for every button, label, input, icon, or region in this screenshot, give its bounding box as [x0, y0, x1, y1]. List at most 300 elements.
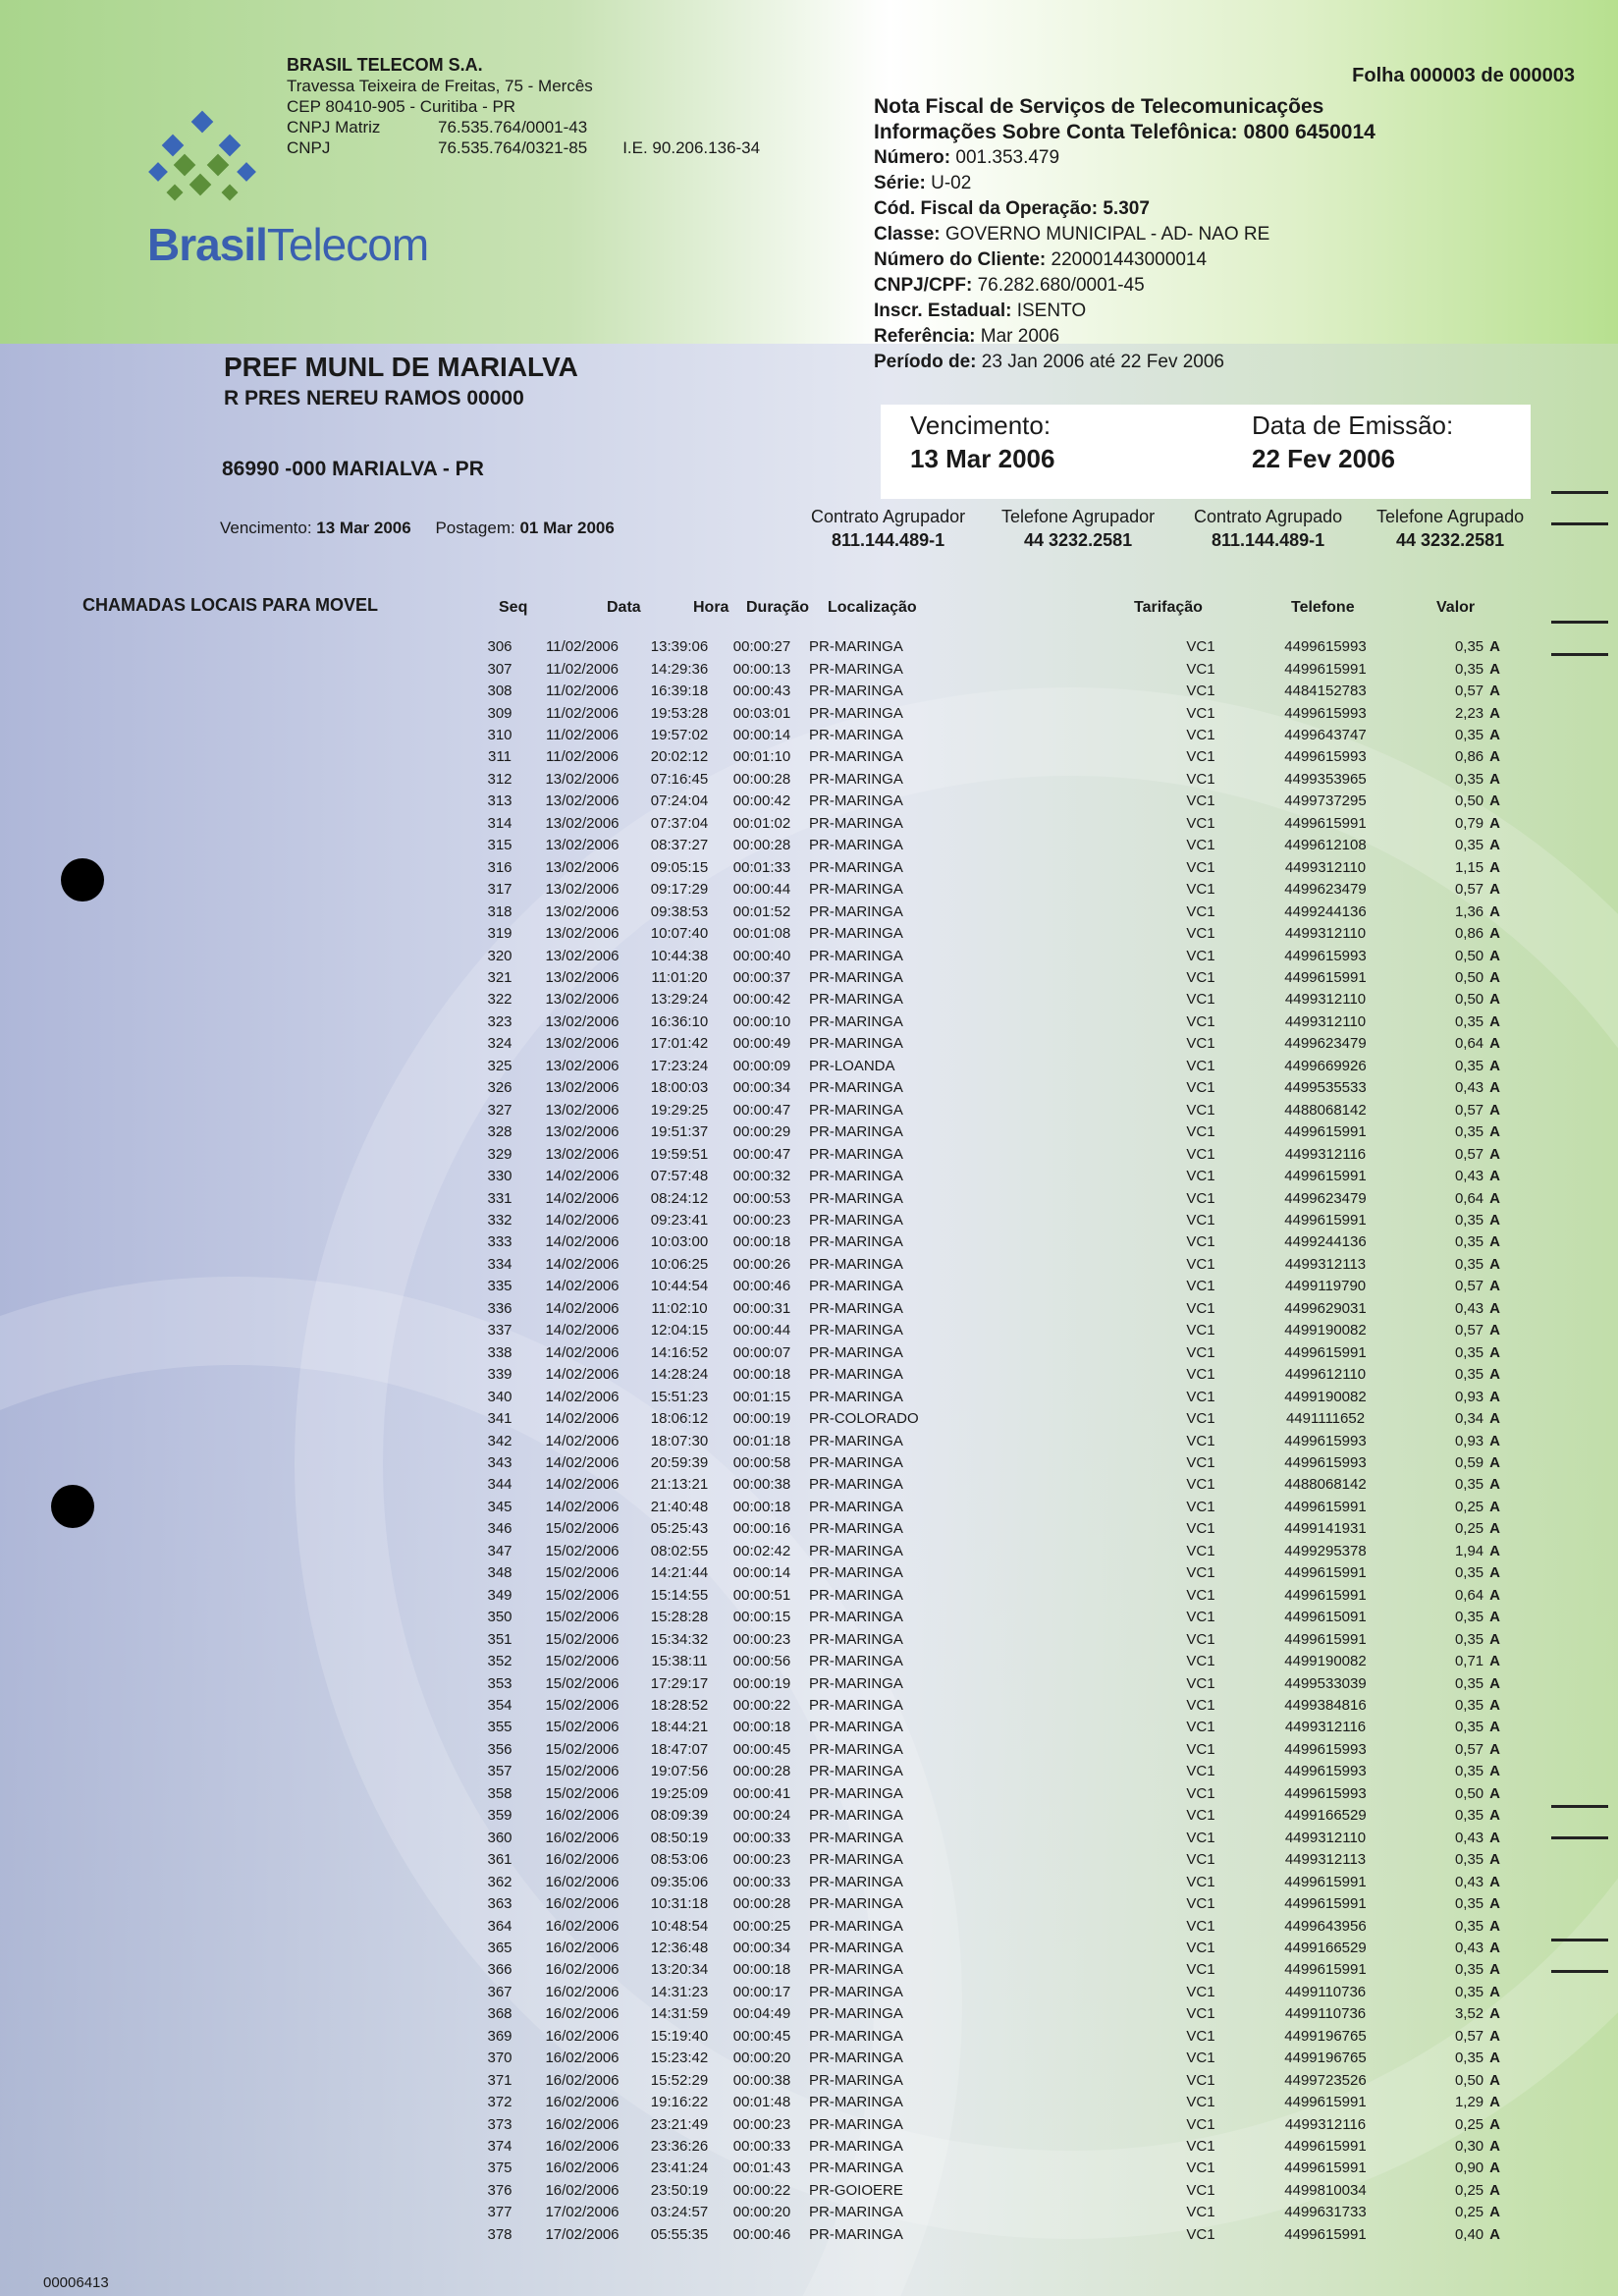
table-cell: 13/02/2006	[545, 1079, 620, 1097]
table-cell: 14/02/2006	[545, 1498, 620, 1515]
table-cell: 10:48:54	[650, 1917, 709, 1935]
table-cell: 00:00:23	[732, 1630, 791, 1648]
table-cell: VC1	[1186, 1851, 1215, 1869]
table-cell: 14/02/2006	[545, 1212, 620, 1229]
table-cell: 4499669926	[1284, 1057, 1367, 1074]
table-cell: VC1	[1186, 1278, 1215, 1295]
table-cell-value: 2,23 A	[1454, 704, 1500, 722]
table-cell: PR-MARINGA	[809, 2005, 903, 2023]
table-cell: VC1	[1186, 793, 1215, 810]
table-cell: 11:01:20	[651, 969, 708, 987]
table-cell-value: 0,35 A	[1454, 638, 1500, 656]
table-cell: 00:00:20	[732, 2050, 791, 2067]
table-cell: 23:36:26	[650, 2138, 709, 2156]
table-cell: 4499312113	[1284, 1851, 1367, 1869]
table-row	[471, 791, 1508, 812]
table-cell: 15:34:32	[650, 1630, 709, 1648]
table-cell-value: 0,35 A	[1454, 1630, 1500, 1648]
table-cell: 00:00:44	[732, 1322, 791, 1339]
table-cell: 00:00:58	[732, 1453, 791, 1471]
table-cell: 00:00:18	[732, 1961, 791, 1979]
table-cell: 16/02/2006	[545, 1961, 620, 1979]
table-cell: PR-MARINGA	[809, 1255, 903, 1273]
table-row	[471, 901, 1508, 922]
table-cell: 349	[487, 1586, 512, 1604]
table-row	[471, 2202, 1508, 2223]
table-cell: 14/02/2006	[545, 1255, 620, 1273]
table-cell: 374	[487, 2138, 512, 2156]
table-cell: 19:16:22	[650, 2094, 709, 2111]
table-cell: 334	[487, 1255, 512, 1273]
table-cell: 4499119790	[1284, 1278, 1367, 1295]
table-row	[471, 1121, 1508, 1143]
table-cell: PR-MARINGA	[809, 1079, 903, 1097]
table-cell: PR-MARINGA	[809, 2138, 903, 2156]
table-row	[471, 1187, 1508, 1209]
table-cell: 00:00:37	[732, 969, 791, 987]
table-cell: 346	[487, 1520, 512, 1538]
table-cell: 00:00:45	[732, 2027, 791, 2045]
invoice-client-number: Número do Cliente: 220001443000014	[874, 249, 1208, 270]
table-cell-value: 0,71 A	[1454, 1653, 1500, 1670]
table-cell: 10:07:40	[650, 925, 709, 943]
col-rate: Tarifação	[1134, 599, 1203, 616]
table-cell: 00:00:38	[732, 1476, 791, 1494]
table-cell: 15/02/2006	[545, 1719, 620, 1736]
table-cell: 13/02/2006	[545, 1101, 620, 1119]
table-cell: 14/02/2006	[545, 1432, 620, 1449]
table-cell: 331	[487, 1189, 512, 1207]
table-cell: 13/02/2006	[545, 858, 620, 876]
table-cell: 23:41:24	[650, 2159, 709, 2177]
table-cell: 336	[487, 1299, 512, 1317]
table-cell: PR-MARINGA	[809, 1035, 903, 1053]
table-row	[471, 1739, 1508, 1761]
table-row	[471, 1541, 1508, 1562]
table-cell: VC1	[1186, 638, 1215, 656]
table-cell: 13/02/2006	[545, 793, 620, 810]
table-cell: 4499810034	[1284, 2181, 1367, 2199]
table-cell: 00:01:48	[732, 2094, 791, 2111]
table-cell: 00:00:19	[732, 1410, 791, 1428]
table-cell: VC1	[1186, 2094, 1215, 2111]
table-cell: PR-MARINGA	[809, 1696, 903, 1714]
table-cell: 17/02/2006	[545, 2225, 620, 2243]
brasil-telecom-logo-icon	[147, 108, 265, 216]
table-cell-value: 0,86 A	[1454, 748, 1500, 766]
invoice-info	[874, 94, 1375, 375]
table-cell-value: 0,30 A	[1454, 2138, 1500, 2156]
table-cell-value: 0,34 A	[1454, 1410, 1500, 1428]
table-row	[471, 1210, 1508, 1231]
invoice-cfop: Cód. Fiscal da Operação: 5.307	[874, 198, 1150, 219]
table-cell: 4499110736	[1284, 2005, 1367, 2023]
company-info	[287, 55, 760, 158]
table-cell: 09:05:15	[650, 858, 709, 876]
table-cell: 00:00:46	[732, 1278, 791, 1295]
table-cell: 00:00:23	[732, 2115, 791, 2133]
table-cell: 14/02/2006	[545, 1343, 620, 1361]
table-cell-value: 0,35 A	[1454, 1233, 1500, 1251]
table-cell: PR-GOIOERE	[809, 2181, 903, 2199]
table-cell: 11/02/2006	[546, 704, 619, 722]
table-cell: 4499615991	[1284, 1498, 1367, 1515]
table-row	[471, 1276, 1508, 1297]
table-cell-value: 0,57 A	[1454, 683, 1500, 700]
table-cell: 4499631733	[1284, 2204, 1367, 2221]
table-cell: 00:00:31	[732, 1299, 791, 1317]
table-cell-value: 0,64 A	[1454, 1586, 1500, 1604]
table-cell: PR-MARINGA	[809, 1895, 903, 1913]
table-cell-value: 0,93 A	[1454, 1388, 1500, 1405]
table-cell: 00:00:18	[732, 1233, 791, 1251]
table-cell: PR-MARINGA	[809, 1189, 903, 1207]
table-cell: VC1	[1186, 1145, 1215, 1163]
table-cell: 11:02:10	[651, 1299, 708, 1317]
table-cell: 350	[487, 1609, 512, 1626]
col-value: Valor	[1436, 599, 1476, 616]
table-cell: 14:31:59	[650, 2005, 709, 2023]
table-cell-value: 0,57 A	[1454, 881, 1500, 899]
table-row	[471, 681, 1508, 702]
table-cell: 356	[487, 1740, 512, 1758]
table-cell: 00:00:28	[732, 770, 791, 788]
table-cell-value: 0,35 A	[1454, 727, 1500, 744]
table-cell: PR-MARINGA	[809, 1807, 903, 1825]
table-cell: 07:57:48	[650, 1168, 709, 1185]
table-cell-value: 0,25 A	[1454, 2115, 1500, 2133]
table-row	[471, 658, 1508, 680]
table-cell: 13/02/2006	[545, 947, 620, 964]
table-cell: 316	[487, 858, 512, 876]
invoice-series: Série: U-02	[874, 173, 972, 193]
table-cell: PR-MARINGA	[809, 1278, 903, 1295]
table-cell: 4484152783	[1284, 683, 1367, 700]
table-cell: PR-MARINGA	[809, 902, 903, 920]
table-cell: 4499312116	[1284, 1145, 1367, 1163]
table-cell: VC1	[1186, 2181, 1215, 2199]
company-name: BRASIL TELECOM S.A.	[287, 55, 483, 75]
table-cell: 00:00:17	[732, 1983, 791, 2000]
table-cell: VC1	[1186, 814, 1215, 832]
issue-date: Data de Emissão: 22 Fev 2006	[1252, 410, 1454, 473]
table-cell: 4499615991	[1284, 1961, 1367, 1979]
table-cell: 14:29:36	[650, 660, 709, 678]
table-cell: VC1	[1186, 1123, 1215, 1141]
table-cell: 16/02/2006	[545, 2181, 620, 2199]
table-cell: 19:07:56	[650, 1763, 709, 1780]
table-cell: 4499166529	[1284, 1939, 1367, 1956]
table-cell: PR-MARINGA	[809, 1829, 903, 1846]
table-cell: VC1	[1186, 1343, 1215, 1361]
table-cell: VC1	[1186, 2005, 1215, 2023]
punch-hole	[61, 858, 104, 902]
table-cell-value: 1,94 A	[1454, 1542, 1500, 1559]
table-cell: 15/02/2006	[545, 1653, 620, 1670]
table-cell: 4499615991	[1284, 1123, 1367, 1141]
table-cell: 341	[487, 1410, 512, 1428]
table-cell: 4499643956	[1284, 1917, 1367, 1935]
table-cell: 07:37:04	[650, 814, 709, 832]
table-row	[471, 989, 1508, 1011]
table-cell: 14:21:44	[650, 1564, 709, 1582]
table-cell: 16/02/2006	[545, 1917, 620, 1935]
table-cell: 4499615993	[1284, 947, 1367, 964]
col-location: Localização	[828, 599, 917, 616]
table-cell: VC1	[1186, 1564, 1215, 1582]
table-cell: 00:00:19	[732, 1674, 791, 1692]
margin-mark	[1551, 491, 1608, 494]
table-cell: 14/02/2006	[545, 1476, 620, 1494]
table-cell: 13/02/2006	[545, 837, 620, 854]
table-cell: 16/02/2006	[545, 2050, 620, 2067]
table-cell: PR-MARINGA	[809, 1212, 903, 1229]
table-cell: PR-MARINGA	[809, 1763, 903, 1780]
table-cell: 15/02/2006	[545, 1609, 620, 1626]
table-cell-value: 0,35 A	[1454, 1212, 1500, 1229]
table-cell: 14/02/2006	[545, 1299, 620, 1317]
recipient-street: R PRES NEREU RAMOS 00000	[224, 387, 524, 410]
table-cell: 325	[487, 1057, 512, 1074]
table-cell: PR-MARINGA	[809, 1233, 903, 1251]
table-cell: 18:44:21	[650, 1719, 709, 1736]
table-cell: 23:50:19	[650, 2181, 709, 2199]
table-cell: 360	[487, 1829, 512, 1846]
table-cell: 13/02/2006	[545, 902, 620, 920]
table-cell: 4499166529	[1284, 1807, 1367, 1825]
table-cell: 375	[487, 2159, 512, 2177]
table-cell: 322	[487, 991, 512, 1009]
table-cell: 351	[487, 1630, 512, 1648]
table-cell: 00:00:53	[732, 1189, 791, 1207]
table-cell: 13/02/2006	[545, 991, 620, 1009]
table-cell: 17:23:24	[650, 1057, 709, 1074]
table-cell: VC1	[1186, 1388, 1215, 1405]
table-row	[471, 1717, 1508, 1738]
table-cell-value: 0,35 A	[1454, 1983, 1500, 2000]
table-cell: 335	[487, 1278, 512, 1295]
table-cell: 19:51:37	[650, 1123, 709, 1141]
table-cell: 08:24:12	[650, 1189, 709, 1207]
table-cell: 4499312110	[1284, 858, 1367, 876]
table-cell: 362	[487, 1873, 512, 1890]
table-row	[471, 2136, 1508, 2158]
table-cell: 00:00:27	[732, 638, 791, 656]
table-cell: 07:24:04	[650, 793, 709, 810]
table-cell: VC1	[1186, 1035, 1215, 1053]
margin-mark	[1551, 1970, 1608, 1973]
table-cell: 14/02/2006	[545, 1168, 620, 1185]
table-cell: 18:06:12	[650, 1410, 709, 1428]
table-cell: 314	[487, 814, 512, 832]
table-cell: 00:00:51	[732, 1586, 791, 1604]
table-cell: 00:00:28	[732, 1763, 791, 1780]
table-row	[471, 1849, 1508, 1871]
table-cell: VC1	[1186, 991, 1215, 1009]
table-cell: PR-MARINGA	[809, 1851, 903, 1869]
table-row	[471, 702, 1508, 724]
invoice-title: Nota Fiscal de Serviços de Telecomunicações	[874, 95, 1324, 118]
table-cell: PR-MARINGA	[809, 1983, 903, 2000]
table-row	[471, 2158, 1508, 2179]
table-cell: 367	[487, 1983, 512, 2000]
table-cell: 00:01:08	[732, 925, 791, 943]
table-cell-value: 0,35 A	[1454, 1807, 1500, 1825]
table-cell: 361	[487, 1851, 512, 1869]
table-cell: PR-MARINGA	[809, 704, 903, 722]
table-cell: VC1	[1186, 1299, 1215, 1317]
table-cell: 18:28:52	[650, 1696, 709, 1714]
table-cell: 4499141931	[1284, 1520, 1367, 1538]
table-cell-value: 1,29 A	[1454, 2094, 1500, 2111]
table-cell: 00:00:38	[732, 2071, 791, 2089]
table-cell: 344	[487, 1476, 512, 1494]
table-row	[471, 1672, 1508, 1694]
table-cell: VC1	[1186, 1784, 1215, 1802]
table-row	[471, 1298, 1508, 1320]
table-cell: 320	[487, 947, 512, 964]
table-cell: 359	[487, 1807, 512, 1825]
table-cell: 16/02/2006	[545, 1851, 620, 1869]
table-cell: 311	[488, 748, 512, 766]
table-cell: PR-MARINGA	[809, 2225, 903, 2243]
table-cell: 15/02/2006	[545, 1630, 620, 1648]
invoice-cnpj: CNPJ/CPF: 76.282.680/0001-45	[874, 275, 1145, 296]
table-cell: 321	[487, 969, 512, 987]
table-cell-value: 0,43 A	[1454, 1939, 1500, 1956]
table-cell: 13/02/2006	[545, 925, 620, 943]
col-seq: Seq	[499, 599, 528, 616]
table-cell: 4499190082	[1284, 1388, 1367, 1405]
table-cell: 14:16:52	[650, 1343, 709, 1361]
table-cell: 19:59:51	[650, 1145, 709, 1163]
table-cell: 21:40:48	[650, 1498, 709, 1515]
table-cell: PR-MARINGA	[809, 1168, 903, 1185]
table-cell: PR-MARINGA	[809, 1498, 903, 1515]
table-cell: VC1	[1186, 1829, 1215, 1846]
table-cell-value: 0,35 A	[1454, 1961, 1500, 1979]
table-cell: VC1	[1186, 1366, 1215, 1384]
table-cell: 337	[487, 1322, 512, 1339]
table-cell: 18:07:30	[650, 1432, 709, 1449]
table-cell: PR-MARINGA	[809, 969, 903, 987]
table-row	[471, 1628, 1508, 1650]
table-cell: VC1	[1186, 748, 1215, 766]
table-cell-value: 0,40 A	[1454, 2225, 1500, 2243]
table-cell: 15/02/2006	[545, 1740, 620, 1758]
table-cell: 00:01:43	[732, 2159, 791, 2177]
table-cell: 00:02:42	[732, 1542, 791, 1559]
table-row	[471, 2026, 1508, 2048]
table-cell: PR-MARINGA	[809, 1609, 903, 1626]
table-cell: 4499615993	[1284, 1740, 1367, 1758]
table-cell: 16/02/2006	[545, 1873, 620, 1890]
table-cell: 347	[487, 1542, 512, 1559]
table-cell: 05:25:43	[650, 1520, 709, 1538]
table-cell: 18:47:07	[650, 1740, 709, 1758]
table-cell: PR-MARINGA	[809, 748, 903, 766]
table-cell: 17:01:42	[650, 1035, 709, 1053]
table-cell: 00:00:23	[732, 1212, 791, 1229]
table-cell: 14/02/2006	[545, 1278, 620, 1295]
table-cell: PR-MARINGA	[809, 1145, 903, 1163]
table-cell: VC1	[1186, 881, 1215, 899]
table-cell: PR-MARINGA	[809, 1784, 903, 1802]
table-cell: 13:29:24	[650, 991, 709, 1009]
table-cell: 13/02/2006	[545, 969, 620, 987]
table-cell: 13/02/2006	[545, 1057, 620, 1074]
table-cell: 13/02/2006	[545, 1145, 620, 1163]
table-cell: PR-MARINGA	[809, 2159, 903, 2177]
table-cell: PR-MARINGA	[809, 2050, 903, 2067]
table-cell: 313	[487, 793, 512, 810]
table-cell: 00:00:20	[732, 2204, 791, 2221]
table-row	[471, 1805, 1508, 1827]
margin-mark	[1551, 1836, 1608, 1839]
table-cell: PR-MARINGA	[809, 1939, 903, 1956]
company-cnpj-matriz: CNPJ Matriz 76.535.764/0001-43	[287, 118, 588, 137]
table-cell: PR-MARINGA	[809, 1740, 903, 1758]
table-row	[471, 1100, 1508, 1121]
company-address: Travessa Teixeira de Freitas, 75 - Mercês	[287, 77, 593, 95]
table-cell: 358	[487, 1784, 512, 1802]
table-cell: VC1	[1186, 660, 1215, 678]
table-cell: PR-MARINGA	[809, 1674, 903, 1692]
table-cell: 00:00:46	[732, 2225, 791, 2243]
table-cell: 4499615991	[1284, 2159, 1367, 2177]
table-cell: 369	[487, 2027, 512, 2045]
table-cell: VC1	[1186, 902, 1215, 920]
table-cell: 00:01:33	[732, 858, 791, 876]
table-row	[471, 1959, 1508, 1981]
table-cell: VC1	[1186, 1630, 1215, 1648]
table-cell: 4499615991	[1284, 1873, 1367, 1890]
table-cell: 08:50:19	[650, 1829, 709, 1846]
table-cell: 376	[487, 2181, 512, 2199]
table-cell: VC1	[1186, 1057, 1215, 1074]
col-duration: Duração	[746, 599, 810, 616]
table-cell: 09:35:06	[650, 1873, 709, 1890]
table-cell-value: 0,50 A	[1454, 1784, 1500, 1802]
table-cell: PR-MARINGA	[809, 1322, 903, 1339]
table-row	[471, 1474, 1508, 1496]
table-cell: VC1	[1186, 1873, 1215, 1890]
table-cell: PR-MARINGA	[809, 1453, 903, 1471]
due-date: Vencimento: 13 Mar 2006	[910, 410, 1055, 473]
table-row	[471, 1320, 1508, 1341]
table-row	[471, 1056, 1508, 1077]
table-cell: 15/02/2006	[545, 1763, 620, 1780]
table-row	[471, 1408, 1508, 1430]
table-cell: 10:03:00	[650, 1233, 709, 1251]
table-cell: 10:06:25	[650, 1255, 709, 1273]
table-cell: 16/02/2006	[545, 1895, 620, 1913]
table-cell: VC1	[1186, 837, 1215, 854]
table-cell: VC1	[1186, 1079, 1215, 1097]
table-row	[471, 1761, 1508, 1782]
table-cell: PR-MARINGA	[809, 1388, 903, 1405]
table-cell: VC1	[1186, 1255, 1215, 1273]
table-cell: 11/02/2006	[546, 660, 619, 678]
table-cell: PR-MARINGA	[809, 925, 903, 943]
table-cell-value: 0,50 A	[1454, 793, 1500, 810]
table-cell: VC1	[1186, 1453, 1215, 1471]
table-cell: VC1	[1186, 1586, 1215, 1604]
table-cell: 15/02/2006	[545, 1586, 620, 1604]
table-cell: 00:00:25	[732, 1917, 791, 1935]
table-cell: VC1	[1186, 1476, 1215, 1494]
margin-mark	[1551, 1805, 1608, 1808]
